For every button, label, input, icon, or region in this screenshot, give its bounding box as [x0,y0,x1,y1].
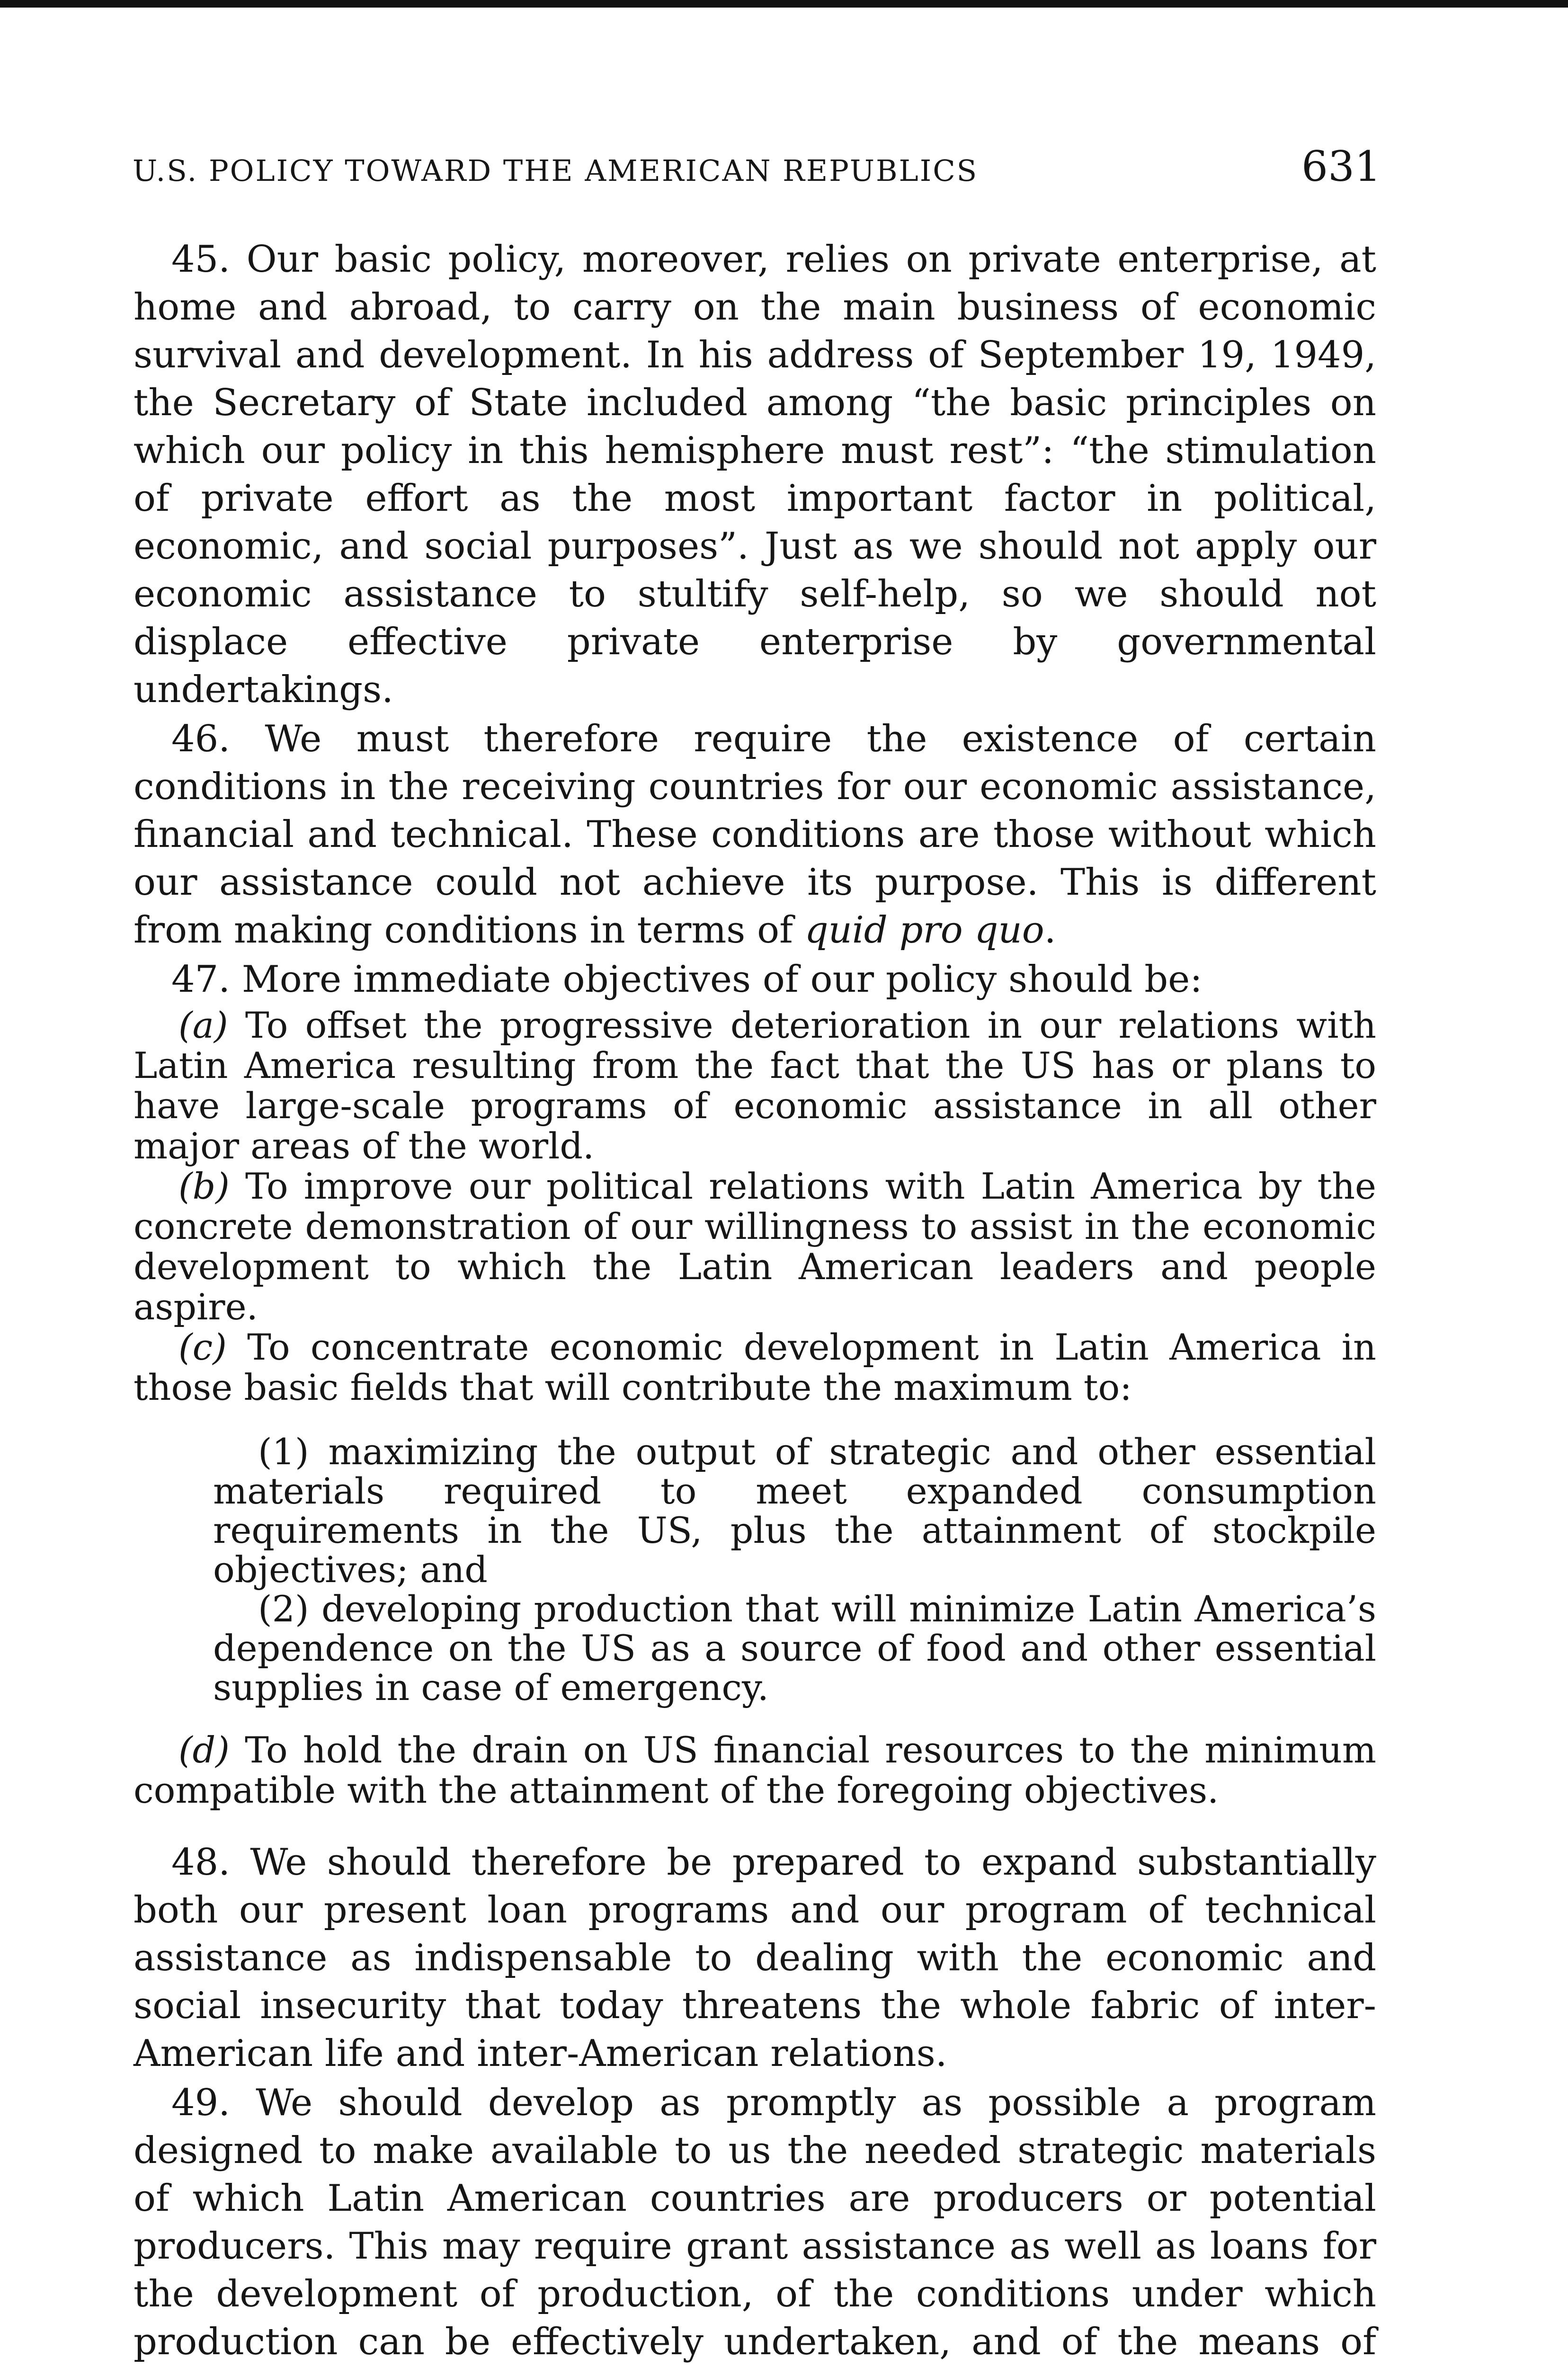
objective-c-label: (c) [178,1326,227,1368]
objective-a-text: To offset the progressive deterioration in our relations with Latin America resulting from the fact that the US has or plans to have large-scale programs of economic assistance in all other major areas of the world. [134,1004,1376,1167]
objective-a-label: (a) [178,1004,228,1046]
objective-b-text: To improve our political relations with Latin America by the concrete demonstration of our willingness to assist in the economic development to which the Latin American leaders and people aspire. [134,1165,1376,1328]
objective-c-text: To concentrate economic development in Latin America in those basic fields that will contribute the maximum to: [134,1326,1376,1408]
paragraph-46 [134,715,1376,954]
paragraph-48: 48. We should therefore be prepared to expand substantially both our present loan programs and our program of technical assistance as indispensable to dealing with the economic and social insecurity that today threatens the whole fabric of inter-American life and inter-American relations. [134,1841,1376,2075]
running-head: U.S. POLICY TOWARD THE AMERICAN REPUBLICS [133,153,979,188]
page-number: 631 [1301,142,1381,191]
objective-b [134,1166,1376,1327]
page-header [133,142,1381,194]
paragraph-45: 45. Our basic policy, moreover, relies on private enterprise, at home and abroad, to carry on the main business of economic survival and development. In his address of September 19, 1949, the Secretary of State included among “the basic principles on which our policy in this hemisphere must rest”: “the stimulation of private effort as the most important factor in political, economic, and social purposes”. Just as we should not apply our economic assistance to stultify self-help, so we should not displace effective private enterprise by governmental undertakings. [134,238,1376,711]
paragraph-49: 49. We should develop as promptly as possible a program designed to make available to us the needed strategic materials of which Latin American countries are producers or potential producers. This may require grant assistance as well as loans for the development of production, of the conditions under which production can be effectively undertaken, and of the means of [134,2082,1376,2363]
quid-pro-quo: quid pro quo [804,909,1044,952]
page-body [134,236,1376,2367]
paragraph-47: 47. More immediate objectives of our policy should be: [171,958,1203,1001]
paragraph-46-end: . [1044,909,1056,952]
objective-b-label: (b) [178,1165,230,1207]
objective-d [134,1730,1376,1810]
paragraph-46-text: 46. We must therefore require the existence of certain conditions in the receiving countries for our economic assistance, financial and technical. These conditions are those without which our assistance could not achieve its purpose. This is different from making conditions in terms of [134,718,1376,952]
objective-d-label: (d) [178,1729,230,1771]
objective-c-1: (1) maximizing the output of strategic and other essential materials required to meet expanded consumption requirements in the US, plus the attainment of stockpile objectives; and [213,1431,1376,1591]
objective-c [134,1327,1376,1407]
objective-c-2: (2) developing production that will minimize Latin America’s dependence on the US as a source of food and other essential supplies in case of emergency. [213,1588,1376,1709]
top-border-rule [0,0,1568,8]
objective-a [134,1005,1376,1166]
objective-d-text: To hold the drain on US financial resources to the minimum compatible with the attainment of the foregoing objectives. [134,1729,1376,1811]
